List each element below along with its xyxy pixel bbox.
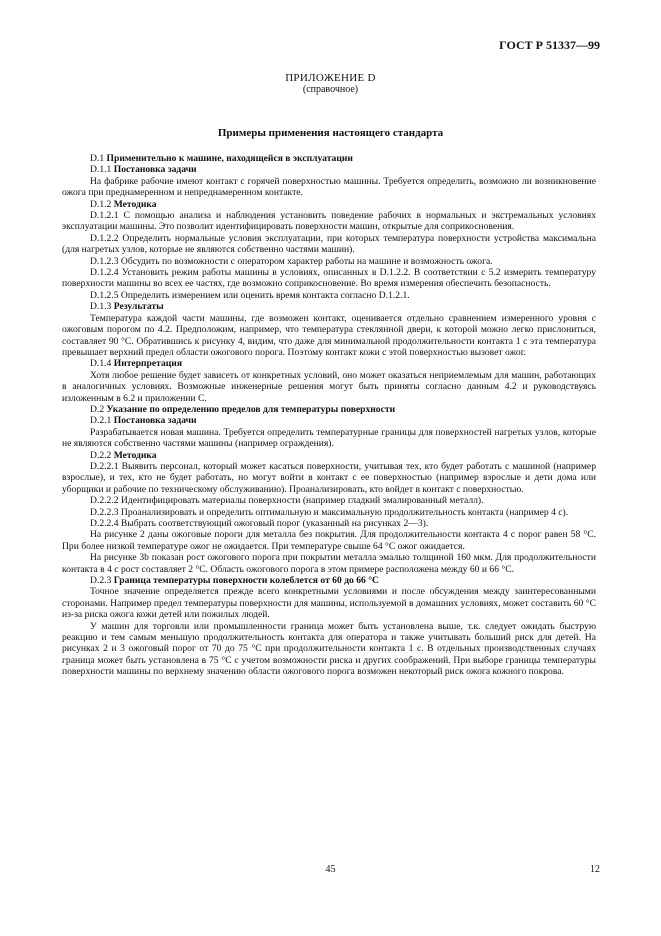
section-heading — [62, 358, 596, 369]
section-heading — [62, 199, 596, 210]
section-heading-text: Граница температуры поверхности колеблется от 60 до 66 °С — [113, 575, 379, 587]
appendix-title: ПРИЛОЖЕНИЕ D — [285, 72, 376, 84]
section-number: D.1.1 — [90, 164, 112, 176]
body-paragraph: D.1.2.5 Определить измерением или оценить время контакта согласно D.1.2.1. — [90, 289, 410, 301]
section-number: D.2 — [90, 403, 105, 415]
document-body — [62, 153, 596, 678]
section-number: D.1 — [90, 153, 105, 164]
body-paragraph: У машин для торговли или промышленности граница может быть установлена выше, т.к. следует ожидать быструю реакцию и тем самым меньшую продолжительность контакта для оператора и также учитывать больший риск для детей. На рисунках 2 и 3 ожоговый порог от 70 до 75 °С при продолжительности контакта 1 с. В отдельных производственных случаях граница может быть установлена в 75 °С с учетом возможности риска и других соображений. При выборе границы температуры поверхности машины по верхнему значению области ожогового порога возможен некоторый риск ожога кожного покрова. — [62, 620, 596, 678]
body-paragraph: D.1.2.4 Установить режим работы машины в условиях, описанных в D.1.2.2. В соответствии с 5.2 измерить температуру поверхности машины во всех ее частях, где возможно соприкосновение. Во время измерения обеспечить безопасность. — [62, 267, 596, 290]
body-paragraph: D.1.2.3 Обсудить по возможности с оператором характер работы на машине и возможность ожога. — [90, 255, 493, 267]
document-title: Примеры применения настоящего стандарта — [217, 127, 444, 139]
section-heading — [62, 153, 596, 164]
section-number: D.2.3 — [90, 575, 112, 587]
section-heading-text: Результаты — [113, 301, 164, 313]
section-number: D.1.2 — [90, 198, 112, 210]
section-heading-text: Методика — [113, 449, 157, 461]
section-number: D.1.3 — [90, 301, 112, 313]
section-heading — [62, 301, 596, 312]
appendix-subtitle: (справочное) — [302, 84, 359, 95]
body-paragraph: На рисунке 3b показан рост ожогового порога при покрытии металла эмалью толщиной 160 мкм. Для продолжительности контакта в 4 с рост составляет 2 °С. Область ожогового порога в этом примере расположена между 60 и 66 °С. — [62, 552, 596, 575]
section-heading — [62, 415, 596, 426]
body-paragraph: Разрабатывается новая машина. Требуется определить температурные границы для поверхностей нагретых узлов, которые не являются собственно частями машины (например ограждения). — [62, 426, 596, 450]
document-code: ГОСТ Р 51337—99 — [499, 38, 600, 52]
section-heading-text: Постановка задачи — [113, 164, 197, 176]
body-paragraph: На рисунке 2 даны ожоговые пороги для металла без покрытия. Для продолжительности контакта 4 с порог равен 58 °С. При более низкой температуре ожог не ожидается. При температуре свыше 64 °С ожог ожидается. — [62, 529, 596, 552]
body-paragraph: Хотя любое решение будет зависеть от конкретных условий, оно может оказаться неприемлемым для машин, работающих в аналогичных условиях. Возможные инженерные решения могут быть приняты согласно данным 4.2 и руководствуясь изложенным в 6.2 и приложении С. — [62, 369, 596, 404]
body-paragraph: D.1.2.2 Определить нормальные условия эксплуатации, при которых температура поверхности устройства максимальна (для нагретых узлов, которые не являются собственно частями машин). — [62, 232, 596, 256]
section-number: D.1.4 — [90, 358, 112, 370]
body-paragraph: D.2.2.3 Проанализировать и определить оптимальную и максимальную продолжительность контакта (например 4 с). — [90, 506, 569, 518]
section-heading — [62, 450, 596, 461]
body-paragraph: D.2.2.1 Выявить персонал, который может касаться поверхности, учитывая тех, кто будет работать с машиной (например взрослые), и тех, кто не будет работать, но могут войти в контакт с ее поверхностью (например взрослые и дети дома или уборщики и рабочие по техническому обслуживанию). Проанализировать, кто войдет в контакт с поверхностью. — [62, 460, 596, 495]
section-number: D.2.1 — [90, 415, 112, 427]
section-heading-text: Методика — [113, 198, 157, 210]
section-heading-text: Указание по определению пределов для температуры поверхности — [106, 403, 396, 415]
body-paragraph: Точное значение определяется прежде всего конкретными условиями и после обсуждения между заинтересованными сторонами. Например предел температуры поверхности для машины, используемой в домашних условиях, может составить 60 °С из-за риска ожога кожи детей или пожилых людей. — [62, 586, 596, 621]
body-paragraph: D.1.2.1 С помощью анализа и наблюдения установить поведение рабочих в нормальных и экстремальных условиях эксплуатации машины. Это позволит идентифицировать поверхности машин, открытые для соприкосновения. — [62, 210, 596, 233]
section-heading-text: Постановка задачи — [113, 415, 197, 427]
body-paragraph: Температура каждой части машины, где возможен контакт, оценивается отдельно сравнением измеренного уровня с ожоговым порогом по 4.2. Предположим, например, что температура стеклянной двери, к которой можно легко прислониться, составляет 90 °С. Обратившись к рисунку 4, видим, что даже для минимальной продолжительности контакта 1 с эта температура превышает верхний предел области ожогового порога. Поэтому контакт кожи с этой поверхностью вызовет ожог. — [62, 312, 596, 358]
section-heading — [62, 575, 596, 586]
body-paragraph: D.2.2.4 Выбрать соответствующий ожоговый порог (указанный на рисунках 2—3). — [90, 518, 429, 529]
section-heading-text: Интерпретация — [113, 358, 183, 370]
section-heading — [62, 164, 596, 175]
section-heading-text: Применительно к машине, находящейся в эксплуатации — [106, 153, 353, 164]
body-paragraph: На фабрике рабочие имеют контакт с горячей поверхностью машины. Требуется определить, возможно ли возникновение ожога при преднамеренном и непреднамеренном контакте. — [62, 175, 596, 199]
page-number-center: 45 — [325, 864, 336, 875]
page-number-right: 12 — [590, 864, 600, 875]
section-number: D.2.2 — [90, 449, 112, 461]
body-paragraph: D.2.2.2 Идентифицировать материалы поверхности (например гладкий эмалированный металл). — [90, 495, 484, 507]
section-heading — [62, 404, 596, 415]
